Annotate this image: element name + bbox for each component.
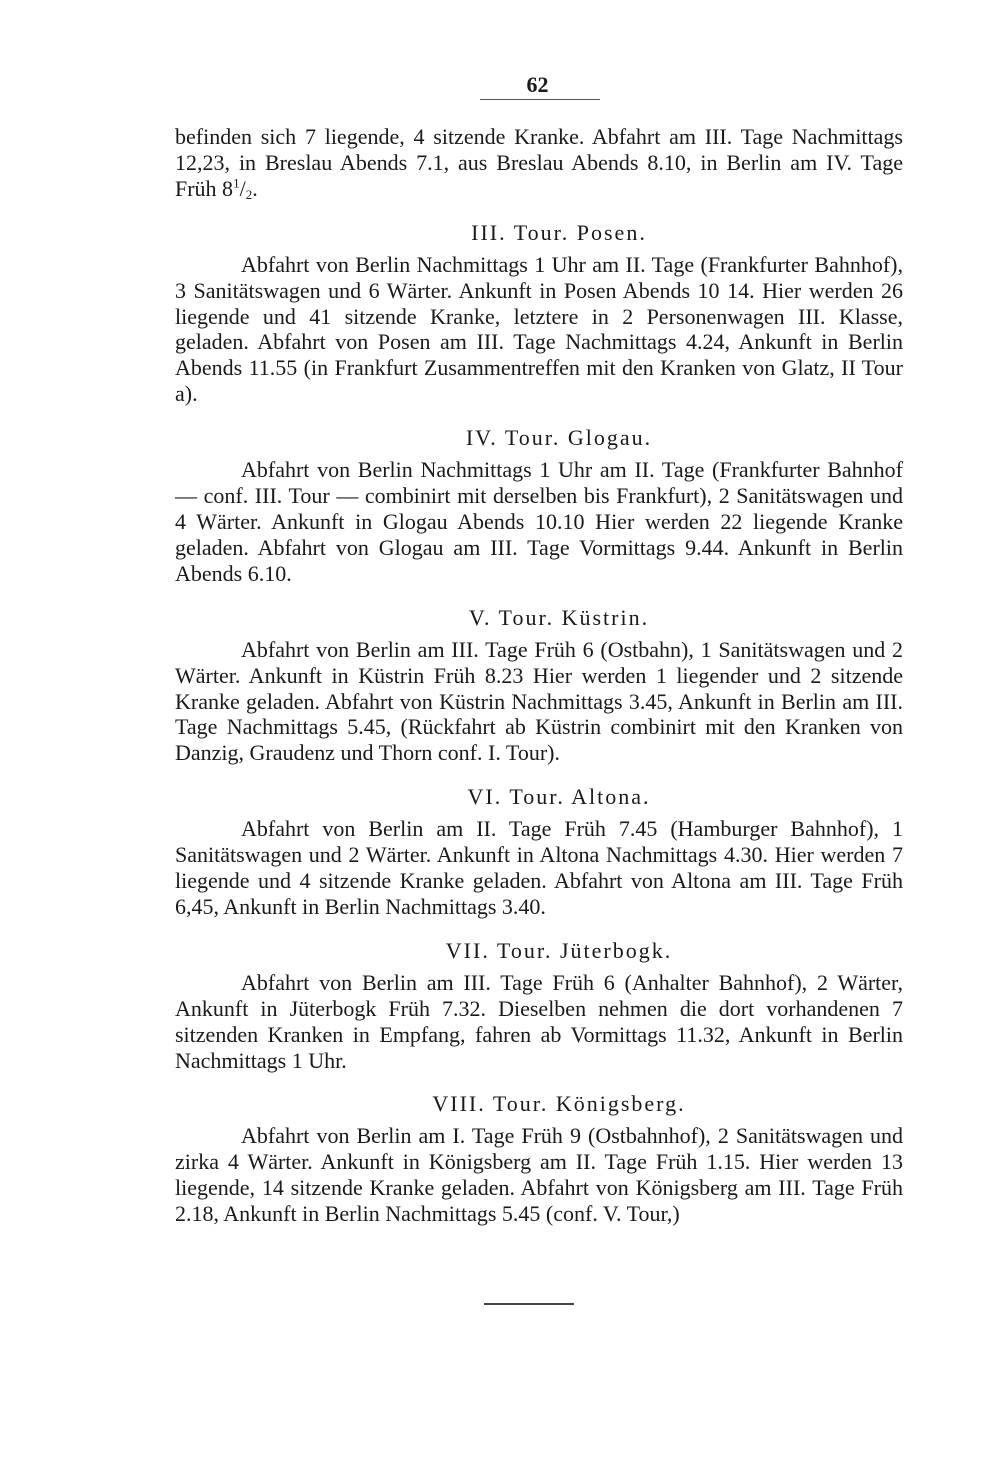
- tour-heading-posen: III. Tour. Posen.: [471, 219, 647, 245]
- tour-heading-jueterbogk: VII. Tour. Jüterbogk.: [445, 937, 673, 963]
- fraction-one-half: $^1/_2$: [233, 175, 253, 202]
- intro-text-end: .: [252, 175, 258, 201]
- tour-heading-glogau: IV. Tour. Glogau.: [465, 425, 653, 451]
- page-number-rule: [480, 99, 600, 100]
- intro-text: befinden sich 7 liegende, 4 sitzende Kranke. Abfahrt am III. Tage Nachmittags 12,23, in Breslau Abends 7.1, aus Breslau Abends 8.10, in Berlin am IV. Tage Früh 8: [175, 124, 903, 201]
- tour-paragraph-altona: Abfahrt von Berlin am II. Tage Früh 7.45 (Hamburger Bahnhof), 1 Sanitätswagen und 2 Wärter. Ankunft in Altona Nachmittags 4.30. Hier werden 7 liegende und 4 sitzende Kranke geladen. Abfahrt von Altona am III. Tage Früh 6,45, Ankunft in Berlin Nachmittags 3.40.: [175, 816, 903, 919]
- fraction-denominator: 2: [245, 186, 253, 202]
- intro-paragraph: [175, 124, 903, 202]
- tour-heading-koenigsberg: VIII. Tour. Königsberg.: [432, 1091, 686, 1117]
- tour-heading-altona: VI. Tour. Altona.: [467, 784, 651, 810]
- tour-paragraph-kuestrin: Abfahrt von Berlin am III. Tage Früh 6 (Ostbahn), 1 Sanitätswagen und 2 Wärter. Ankunft in Küstrin Früh 8.23 Hier werden 1 liegender und 2 sitzende Kranke geladen. Abfahrt von Küstrin Nachmittags 3.45, Ankunft in Berlin am III. Tage Nachmittags 5.45, (Rückfahrt ab Küstrin combinirt mit den Kranken von Danzig, Graudenz und Thorn conf. I. Tour).: [175, 636, 903, 766]
- closing-rule: [484, 1303, 574, 1305]
- tour-paragraph-glogau: Abfahrt von Berlin Nachmittags 1 Uhr am II. Tage (Frankfurter Bahnhof — conf. III. Tour — combinirt mit derselben bis Frankfurt), 2 Sanitätswagen und 4 Wärter. Ankunft in Glogau Abends 10.10 Hier werden 22 liegende Kranke geladen. Abfahrt von Glogau am III. Tage Vormittags 9.44. Ankunft in Berlin Abends 6.10.: [175, 457, 903, 586]
- tour-paragraph-koenigsberg: Abfahrt von Berlin am I. Tage Früh 9 (Ostbahnhof), 2 Sanitätswagen und zirka 4 Wärter. Ankunft in Königsberg am II. Tage Früh 1.15. Hier werden 13 liegende, 14 sitzende Kranke geladen. Abfahrt von Königsberg am III. Tage Früh 2.18, Ankunft in Berlin Nachmittags 5.45 (conf. V. Tour,): [175, 1123, 903, 1227]
- page-number: 62: [526, 72, 549, 97]
- fraction-numerator: 1: [233, 175, 240, 191]
- tour-paragraph-jueterbogk: Abfahrt von Berlin am III. Tage Früh 6 (Anhalter Bahnhof), 2 Wärter, Ankunft in Jüterbogk Früh 7.32. Dieselben nehmen die dort vorhandenen 7 sitzenden Kranken in Empfang, fahren ab Vormittags 11.32, Ankunft in Berlin Nachmittags 1 Uhr.: [175, 969, 903, 1073]
- tour-paragraph-posen: Abfahrt von Berlin Nachmittags 1 Uhr am II. Tage (Frankfurter Bahnhof), 3 Sanitätswagen und 6 Wärter. Ankunft in Posen Abends 10 14. Hier werden 26 liegende und 41 sitzende Kranke, letztere in 2 Personenwagen III. Klasse, geladen. Abfahrt von Posen am III. Tage Nachmittags 4.24, Ankunft in Berlin Abends 11.55 (in Frankfurt Zusammentreffen mit den Kranken von Glatz, II Tour a).: [175, 251, 903, 407]
- body-text: [175, 124, 903, 1227]
- tour-heading-kuestrin: V. Tour. Küstrin.: [468, 604, 650, 630]
